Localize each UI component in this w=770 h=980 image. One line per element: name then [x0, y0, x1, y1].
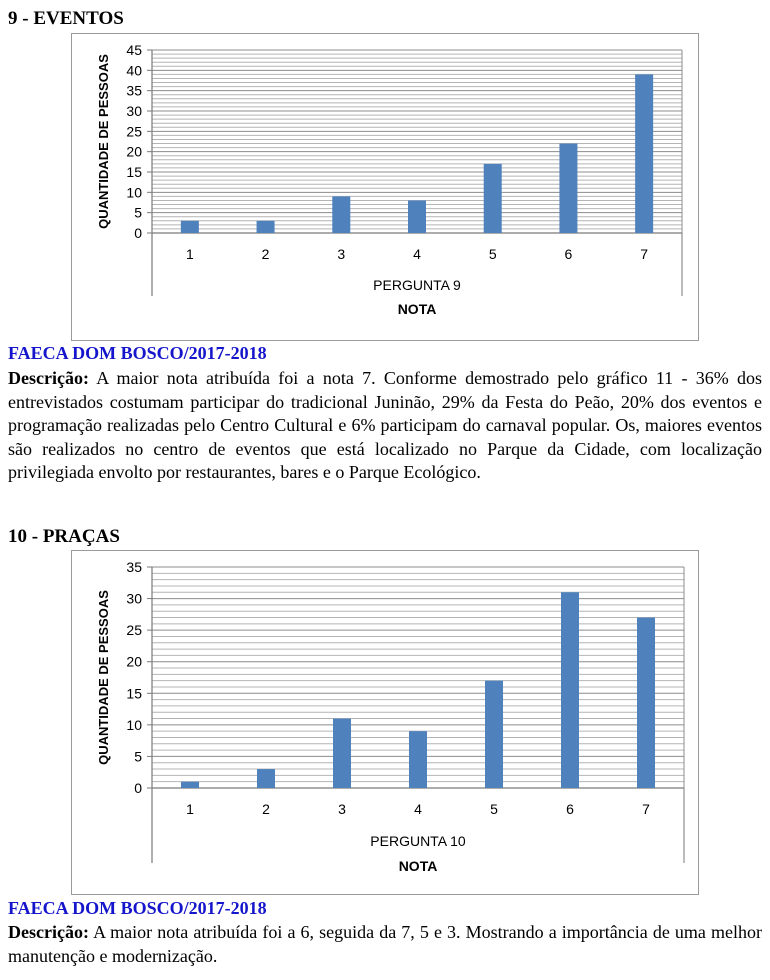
- x-axis-title: NOTA: [398, 858, 438, 874]
- y-tick-label: 20: [126, 653, 142, 670]
- bar: [635, 74, 653, 233]
- chart-eventos: [72, 34, 698, 340]
- chart-pracas: [72, 551, 698, 894]
- x-tick-label: 5: [488, 246, 497, 262]
- y-tick-label: 35: [126, 82, 142, 99]
- y-tick-label: 45: [126, 42, 142, 58]
- y-tick-label: 15: [126, 685, 142, 702]
- x-axis-sublabel: PERGUNTA 9: [373, 277, 461, 293]
- x-tick-label: 7: [642, 801, 650, 817]
- x-tick-label: 6: [564, 246, 573, 262]
- y-tick-label: 35: [126, 559, 142, 575]
- x-tick-label: 3: [338, 801, 346, 817]
- y-tick-label: 25: [126, 622, 142, 639]
- y-tick-label: 30: [126, 103, 142, 119]
- bar: [332, 196, 350, 233]
- y-tick-label: 10: [126, 184, 142, 201]
- chart-eventos-frame: [71, 33, 699, 341]
- chart-pracas-frame: [71, 550, 699, 895]
- y-tick-label: 40: [126, 62, 142, 79]
- description-text: A maior nota atribuída foi a 6, seguida da 7, 5 e 3. Mostrando a importância de uma melhor manutenção e modernização.: [8, 922, 762, 966]
- bar: [257, 769, 275, 788]
- bar: [408, 200, 426, 233]
- bar: [409, 731, 427, 788]
- x-axis-title: NOTA: [397, 301, 437, 317]
- y-tick-label: 30: [126, 590, 142, 607]
- bar: [333, 719, 351, 788]
- section-title-eventos: 9 - EVENTOS: [8, 8, 124, 29]
- x-tick-label: 1: [186, 801, 194, 817]
- x-tick-label: 4: [414, 801, 422, 817]
- y-axis-title: QUANTIDADE DE PESSOAS: [96, 590, 111, 765]
- section-title-pracas: 10 - PRAÇAS: [8, 526, 120, 547]
- bar: [257, 221, 275, 233]
- y-tick-label: 0: [134, 780, 142, 796]
- bar: [181, 782, 199, 788]
- bar: [484, 164, 502, 233]
- bar: [559, 144, 577, 233]
- y-tick-label: 5: [134, 748, 142, 765]
- description-pracas: [8, 921, 762, 968]
- bar: [561, 592, 579, 788]
- bar: [637, 618, 655, 788]
- y-axis-title: QUANTIDADE DE PESSOAS: [96, 54, 111, 229]
- x-tick-label: 7: [640, 246, 649, 262]
- description-label: Descrição:: [8, 368, 89, 388]
- y-tick-label: 10: [126, 716, 142, 733]
- y-tick-label: 0: [134, 225, 142, 241]
- y-tick-label: 25: [126, 123, 142, 140]
- description-eventos: [8, 367, 762, 485]
- x-tick-label: 6: [566, 801, 574, 817]
- y-tick-label: 5: [134, 204, 142, 221]
- x-tick-label: 2: [261, 246, 270, 262]
- bar: [181, 221, 199, 233]
- source-label-pracas: FAECA DOM BOSCO/2017-2018: [8, 898, 267, 918]
- x-tick-label: 4: [413, 246, 421, 262]
- x-axis-sublabel: PERGUNTA 10: [370, 833, 466, 849]
- y-tick-label: 20: [126, 143, 142, 160]
- x-tick-label: 3: [337, 246, 346, 262]
- bar: [485, 681, 503, 788]
- x-tick-label: 2: [262, 801, 270, 817]
- source-label-eventos: FAECA DOM BOSCO/2017-2018: [8, 343, 267, 363]
- x-tick-label: 5: [490, 801, 498, 817]
- y-tick-label: 15: [126, 164, 142, 180]
- description-text: A maior nota atribuída foi a nota 7. Conforme demostrado pelo gráfico 11 - 36% dos entrevistados costumam participar do tradicional Juninão, 29% da Festa do Peão, 20% dos eventos e programação realizadas pelo Centro Cultural e 6% participam do carnaval popular. Os, maiores eventos são realizados no centro de eventos que está localizado no Parque da Cidade, com localização privilegiada envolto por restaurantes, bares e o Parque Ecológico.: [8, 368, 762, 482]
- x-tick-label: 1: [185, 246, 194, 262]
- description-label: Descrição:: [8, 922, 89, 942]
